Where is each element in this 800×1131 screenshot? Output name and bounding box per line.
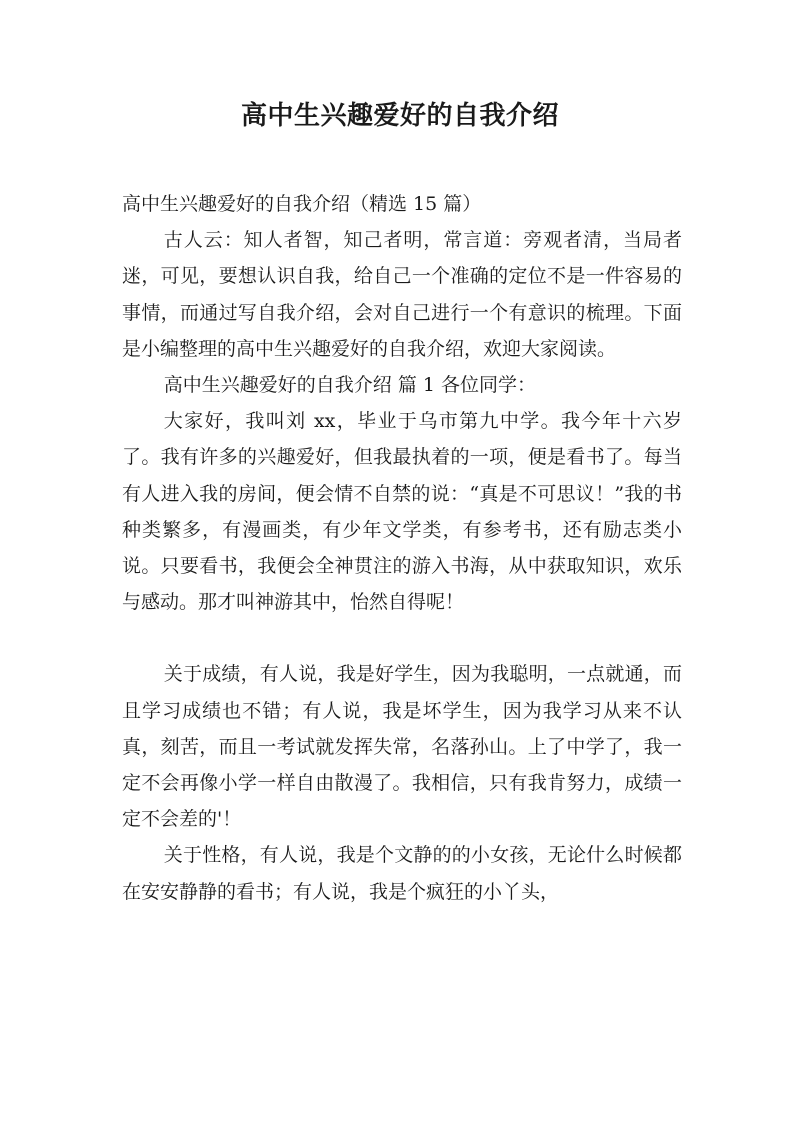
document-title: 高中生兴趣爱好的自我介绍 [240,101,559,131]
document-body [122,186,682,910]
body-paragraph: 关于成绩，有人说，我是好学生，因为我聪明，一点就通，而且学习成绩也不错；有人说，我是坏学生，因为我学习从来不认真，刻苦，而且一考试就发挥失常，名落孙山。上了中学了，我一定不会再像小学一样自由散漫了。我相信，只有我肯努力，成绩一定不会差的'！ [122,663,682,831]
intro-paragraph: 古人云：知人者智，知己者明，常言道：旁观者清，当局者迷，可见，要想认识自我，给自己一个准确的定位不是一件容易的事情，而通过写自我介绍，会对自己进行一个有意识的梳理。下面是小编整理的高中生兴趣爱好的自我介绍，欢迎大家阅读。 [122,229,682,360]
blank-line [122,620,682,656]
body-paragraph: 关于性格，有人说，我是个文静的的小女孩，无论什么时候都在安安静静的看书；有人说，我是个疯狂的小丫头， [122,844,682,903]
body-paragraph: 大家好，我叫刘 xx，毕业于乌市第九中学。我今年十六岁了。我有许多的兴趣爱好，但我最执着的一项，便是看书了。每当有人进入我的房间，便会情不自禁的说：“真是不可思议！”我的书种类繁多，有漫画类，有少年文学类，有参考书，还有励志类小说。只要看书，我便会全神贯注的游入书海，从中获取知识，欢乐与感动。那才叫神游其中，怡然自得呢！ [122,410,682,614]
section-heading: 高中生兴趣爱好的自我介绍 篇 1 各位同学： [163,374,537,397]
subtitle-line: 高中生兴趣爱好的自我介绍（精选 15 篇） [122,193,482,215]
